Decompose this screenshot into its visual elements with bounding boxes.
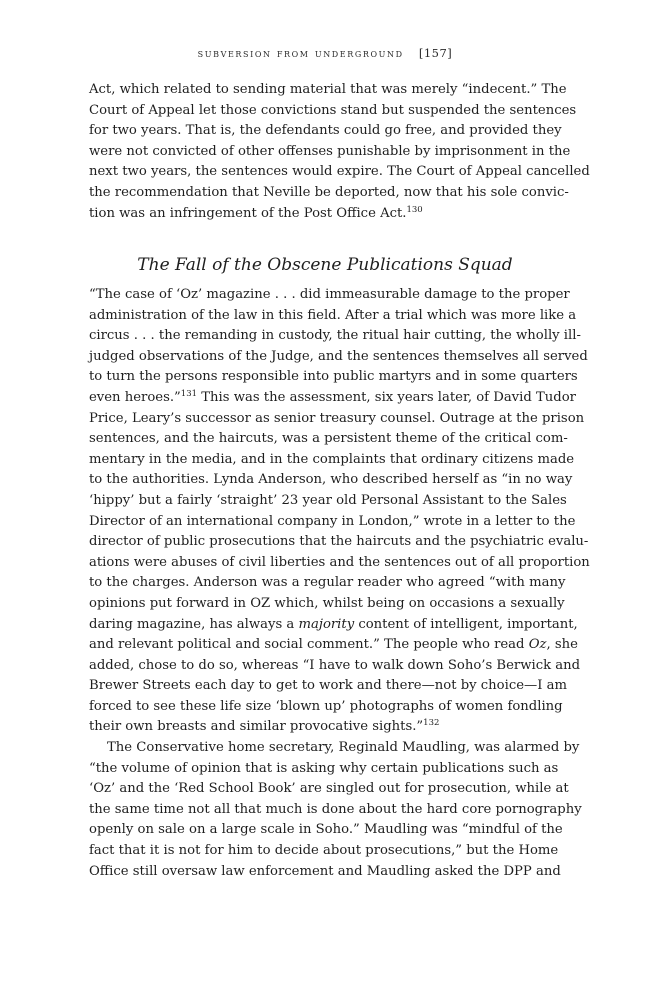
text-line	[89, 615, 578, 636]
text-line: “The case of ‘Oz’ magazine . . . did immeasurable damage to the proper	[89, 287, 570, 302]
text-line: mentary in the media, and in the complaints that ordinary citizens made	[89, 451, 575, 467]
text-line: for two years. That is, the defendants could go free, and provided they	[89, 123, 562, 139]
text-line: next two years, the sentences would expire. The Court of Appeal cancelled	[89, 164, 590, 180]
text-line: to the charges. Anderson was a regular reader who agreed “with many	[89, 575, 566, 591]
text-run: , she	[546, 637, 578, 653]
footnote-ref: 130	[406, 204, 423, 215]
text-line: forced to see these life size ‘blown up’ photographs of women fondling	[89, 698, 563, 714]
text-line: Price, Leary’s successor as senior treasury counsel. Outrage at the prison	[89, 410, 585, 426]
text-run: their own breasts and similar provocative sights.”	[89, 719, 424, 735]
text-line: judged observations of the Judge, and the sentences themselves all served	[89, 348, 588, 364]
text-line: circus . . . the remanding in custody, the ritual hair cutting, the wholly ill-	[89, 328, 581, 344]
text-line: sentences, and the haircuts, was a persistent theme of the critical com-	[89, 431, 568, 447]
text-line: The Conservative home secretary, Reginald Maudling, was alarmed by	[107, 740, 580, 756]
footnote-ref: 132	[423, 718, 440, 729]
running-head-title: subversion from underground	[197, 46, 404, 60]
text-line: the recommendation that Neville be deported, now that his sole convic-	[89, 184, 569, 200]
text-run: This was the assessment, six years later, of David Tudor	[197, 389, 576, 405]
text-line: opinions put forward in OZ which, whilst being on occasions a sexually	[89, 595, 565, 611]
paragraph-continuation	[89, 80, 590, 224]
text-line: ‘Oz’ and the ‘Red School Book’ are singled out for prosecution, while at	[89, 781, 569, 797]
text-run: content of intelligent, important,	[354, 616, 578, 632]
text-line: Office still oversaw law enforcement and Maudling asked the DPP and	[89, 863, 561, 879]
text-line: to the authorities. Lynda Anderson, who described herself as “in no way	[89, 472, 573, 488]
text-line: Brewer Streets each day to get to work and there—not by choice—I am	[89, 678, 567, 694]
emphasis: majority	[298, 616, 355, 632]
text-line: fact that it is not for him to decide about prosecutions,” but the Home	[89, 843, 559, 859]
text-line	[89, 717, 549, 738]
text-run: tion was an infringement of the Post Office Act.	[89, 205, 407, 221]
text-line: added, chose to do so, whereas “I have to walk down Soho’s Berwick and	[89, 657, 581, 673]
body-text	[89, 285, 590, 882]
text-line: openly on sale on a large scale in Soho.” Maudling was “mindful of the	[89, 822, 563, 838]
text-line: administration of the law in this field. After a trial which was more like a	[89, 307, 577, 323]
page-number: [157]	[418, 46, 453, 60]
text-line	[89, 388, 576, 409]
text-line: ations were abuses of civil liberties and the sentences out of all proportion	[89, 554, 590, 570]
text-line: were not convicted of other offenses punishable by imprisonment in the	[89, 143, 571, 159]
text-run: and relevant political and social comment.” The people who read	[89, 637, 529, 653]
text-line: Act, which related to sending material that was merely “indecent.” The	[89, 82, 567, 97]
text-line: ‘hippy’ but a fairly ‘straight’ 23 year old Personal Assistant to the Sales	[89, 492, 567, 508]
text-line: the same time not all that much is done about the hard core pornography	[89, 801, 582, 817]
text-run: even heroes.”	[89, 389, 181, 405]
text-line: to turn the persons responsible into public martyrs and in some quarters	[89, 369, 578, 385]
text-line	[89, 635, 578, 656]
footnote-ref: 131	[180, 388, 198, 399]
text-line: director of public prosecutions that the haircuts and the psychiatric evalu-	[89, 534, 589, 550]
text-line	[89, 204, 549, 225]
text-line: Court of Appeal let those convictions stand but suspended the sentences	[89, 102, 577, 118]
section-heading: The Fall of the Obscene Publications Squad	[137, 255, 513, 275]
text-line: “the volume of opinion that is asking why certain publications such as	[89, 760, 559, 776]
emphasis: Oz	[528, 637, 547, 653]
text-run: daring magazine, has always a	[89, 616, 299, 632]
running-head	[0, 46, 650, 60]
text-line: Director of an international company in London,” wrote in a letter to the	[89, 513, 576, 529]
